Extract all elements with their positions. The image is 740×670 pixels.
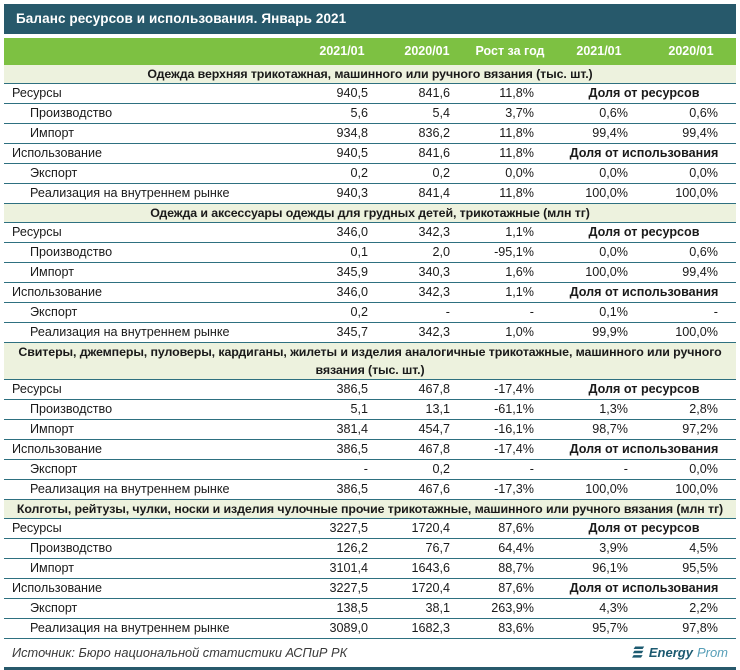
column-header-row: [4, 38, 736, 65]
value-cell: -: [363, 462, 368, 476]
row-label: Реализация на внутреннем рынке: [30, 186, 230, 200]
share-header-cell: Доля от использования: [569, 146, 719, 160]
column-header-2021-current: 2021/01: [319, 44, 365, 58]
share-cell: 99,9%: [592, 325, 628, 339]
row-label: Реализация на внутреннем рынке: [30, 621, 230, 635]
table-row: [4, 579, 736, 599]
value-cell: -61,1%: [494, 402, 534, 416]
share-cell: 99,4%: [682, 126, 718, 140]
share-cell: 98,7%: [592, 422, 628, 436]
value-cell: 386,5: [336, 382, 368, 396]
row-label: Ресурсы: [12, 225, 62, 239]
row-label: Реализация на внутреннем рынке: [30, 482, 230, 496]
share-cell: 100,0%: [585, 482, 628, 496]
balance-table-body: [4, 65, 736, 639]
share-header-cell: Доля от ресурсов: [588, 86, 700, 100]
share-cell: 100,0%: [675, 186, 718, 200]
share-cell: 0,6%: [599, 106, 628, 120]
table-row: [4, 223, 736, 243]
row-label: Использование: [12, 442, 102, 456]
value-cell: 454,7: [418, 422, 450, 436]
value-cell: 0,2: [350, 305, 368, 319]
value-cell: 1,0%: [505, 325, 534, 339]
table-row: [4, 104, 736, 124]
table-row: [4, 124, 736, 144]
value-cell: 0,1: [350, 245, 368, 259]
footer: [4, 639, 736, 666]
row-label: Производство: [30, 106, 113, 120]
stacked-bars-icon: [631, 646, 645, 659]
value-cell: 87,6%: [498, 581, 534, 595]
table-row: [4, 619, 736, 639]
table-row: [4, 164, 736, 184]
table-row: [4, 243, 736, 263]
value-cell: 841,4: [418, 186, 450, 200]
value-cell: 0,0%: [505, 166, 534, 180]
value-cell: 1720,4: [411, 521, 450, 535]
share-cell: 99,4%: [592, 126, 628, 140]
logo-text-prom: Prom: [696, 645, 728, 660]
table-row: [4, 599, 736, 619]
row-label: Экспорт: [30, 166, 78, 180]
value-cell: -17,4%: [494, 382, 534, 396]
section-title: Одежда и аксессуары одежды для грудных детей, трикотажные (млн тг): [4, 204, 736, 223]
share-cell: 100,0%: [585, 186, 628, 200]
share-cell: 95,5%: [682, 561, 718, 575]
row-label: Импорт: [30, 561, 75, 575]
row-label: Импорт: [30, 265, 75, 279]
share-cell: 0,0%: [689, 462, 718, 476]
share-cell: 0,6%: [689, 106, 718, 120]
value-cell: 1682,3: [411, 621, 450, 635]
row-label: Использование: [12, 285, 102, 299]
column-header-spacer: [4, 38, 298, 65]
value-cell: 1,1%: [505, 225, 534, 239]
value-cell: 3227,5: [329, 581, 368, 595]
value-cell: 1643,6: [411, 561, 450, 575]
section-title: Свитеры, джемперы, пуловеры, кардиганы, жилеты и изделия аналогичные трикотажные, машинного или ручного вязания (тыс. шт.): [4, 343, 736, 380]
row-label: Экспорт: [30, 601, 78, 615]
share-cell: 3,9%: [599, 541, 628, 555]
table-row: [4, 460, 736, 480]
value-cell: 3,7%: [505, 106, 534, 120]
share-cell: 4,5%: [689, 541, 718, 555]
section-title: Одежда верхняя трикотажная, машинного или ручного вязания (тыс. шт.): [4, 65, 736, 84]
table-row: [4, 380, 736, 400]
column-header-growth: Рост за год: [475, 44, 545, 58]
share-header-cell: Доля от ресурсов: [588, 382, 700, 396]
value-cell: 841,6: [418, 86, 450, 100]
value-cell: -16,1%: [494, 422, 534, 436]
value-cell: 340,3: [418, 265, 450, 279]
section-title: Колготы, рейтузы, чулки, носки и изделия чулочные прочие трикотажные, машинного или ручного вязания (млн тг): [4, 500, 736, 519]
value-cell: 836,2: [418, 126, 450, 140]
value-cell: -17,3%: [494, 482, 534, 496]
value-cell: 11,8%: [499, 186, 534, 200]
value-cell: 13,1: [425, 402, 450, 416]
value-cell: 5,6: [350, 106, 368, 120]
share-cell: 96,1%: [592, 561, 628, 575]
value-cell: 0,2: [350, 166, 368, 180]
value-cell: 76,7: [425, 541, 450, 555]
value-cell: 345,7: [336, 325, 368, 339]
value-cell: 346,0: [336, 285, 368, 299]
share-cell: 0,1%: [599, 305, 628, 319]
value-cell: 83,6%: [498, 621, 534, 635]
value-cell: 1720,4: [411, 581, 450, 595]
column-header-2020-current: 2020/01: [404, 44, 450, 58]
value-cell: 940,5: [336, 146, 368, 160]
share-cell: 1,3%: [599, 402, 628, 416]
value-cell: 263,9%: [491, 601, 534, 615]
table-row: [4, 440, 736, 460]
value-cell: -: [445, 305, 450, 319]
share-header-cell: Доля от ресурсов: [588, 225, 700, 239]
share-cell: 2,2%: [689, 601, 718, 615]
value-cell: -: [529, 305, 534, 319]
value-cell: -: [529, 462, 534, 476]
table-row: [4, 84, 736, 104]
row-label: Экспорт: [30, 305, 78, 319]
share-cell: 0,0%: [599, 166, 628, 180]
value-cell: 346,0: [336, 225, 368, 239]
table-row: [4, 400, 736, 420]
value-cell: 342,3: [418, 285, 450, 299]
value-cell: 342,3: [418, 225, 450, 239]
table-row: [4, 144, 736, 164]
value-cell: 467,8: [418, 442, 450, 456]
share-header-cell: Доля от использования: [569, 581, 719, 595]
table-row: [4, 539, 736, 559]
share-cell: 95,7%: [592, 621, 628, 635]
value-cell: 381,4: [336, 422, 368, 436]
table-row: [4, 303, 736, 323]
column-header-2021-share: 2021/01: [576, 44, 622, 58]
share-header-cell: Доля от использования: [569, 442, 719, 456]
logo-text-energy: Energy: [648, 645, 693, 660]
value-cell: 138,5: [336, 601, 368, 615]
value-cell: 386,5: [336, 442, 368, 456]
share-cell: -: [713, 305, 718, 319]
page-title: Баланс ресурсов и использования. Январь 2021: [16, 11, 347, 26]
share-cell: 100,0%: [675, 325, 718, 339]
column-header-2020-share: 2020/01: [668, 44, 714, 58]
share-cell: 0,0%: [599, 245, 628, 259]
value-cell: 11,8%: [499, 86, 534, 100]
value-cell: 11,8%: [499, 126, 534, 140]
share-cell: 0,0%: [689, 166, 718, 180]
row-label: Экспорт: [30, 462, 78, 476]
value-cell: 940,5: [336, 86, 368, 100]
value-cell: 1,6%: [505, 265, 534, 279]
value-cell: 940,3: [336, 186, 368, 200]
value-cell: 5,4: [432, 106, 450, 120]
value-cell: 126,2: [336, 541, 368, 555]
table-row: [4, 263, 736, 283]
table-row: [4, 420, 736, 440]
share-cell: 99,4%: [682, 265, 718, 279]
row-label: Ресурсы: [12, 86, 62, 100]
share-cell: 97,2%: [682, 422, 718, 436]
value-cell: 0,2: [432, 462, 450, 476]
share-cell: 0,6%: [689, 245, 718, 259]
share-header-cell: Доля от ресурсов: [588, 521, 700, 535]
table-row: [4, 519, 736, 539]
row-label: Импорт: [30, 422, 75, 436]
share-cell: 4,3%: [599, 601, 628, 615]
table-row: [4, 184, 736, 204]
value-cell: 11,8%: [499, 146, 534, 160]
share-cell: 100,0%: [675, 482, 718, 496]
row-label: Импорт: [30, 126, 75, 140]
table-row: [4, 323, 736, 343]
value-cell: 345,9: [336, 265, 368, 279]
value-cell: 934,8: [336, 126, 368, 140]
value-cell: 0,2: [432, 166, 450, 180]
row-label: Ресурсы: [12, 521, 62, 535]
energyprom-logo: [631, 645, 728, 660]
table-row: [4, 559, 736, 579]
row-label: Производство: [30, 245, 113, 259]
value-cell: 2,0: [432, 245, 450, 259]
value-cell: 386,5: [336, 482, 368, 496]
value-cell: -95,1%: [494, 245, 534, 259]
value-cell: 467,8: [418, 382, 450, 396]
value-cell: -17,4%: [494, 442, 534, 456]
value-cell: 3089,0: [329, 621, 368, 635]
row-label: Реализация на внутреннем рынке: [30, 325, 230, 339]
table-row: [4, 480, 736, 500]
row-label: Производство: [30, 541, 113, 555]
value-cell: 87,6%: [498, 521, 534, 535]
value-cell: 5,1: [350, 402, 368, 416]
value-cell: 467,6: [418, 482, 450, 496]
value-cell: 1,1%: [505, 285, 534, 299]
row-label: Использование: [12, 581, 102, 595]
value-cell: 342,3: [418, 325, 450, 339]
table-row: [4, 283, 736, 303]
source-note: Источник: Бюро национальной статистики АСПиР РК: [12, 645, 348, 660]
value-cell: 64,4%: [498, 541, 534, 555]
share-cell: 2,8%: [689, 402, 718, 416]
title-bar: [4, 4, 736, 34]
row-label: Использование: [12, 146, 102, 160]
value-cell: 3227,5: [329, 521, 368, 535]
value-cell: 3101,4: [329, 561, 368, 575]
value-cell: 841,6: [418, 146, 450, 160]
share-cell: -: [623, 462, 628, 476]
share-cell: 97,8%: [682, 621, 718, 635]
row-label: Производство: [30, 402, 113, 416]
value-cell: 38,1: [425, 601, 450, 615]
value-cell: 88,7%: [498, 561, 534, 575]
share-header-cell: Доля от использования: [569, 285, 719, 299]
row-label: Ресурсы: [12, 382, 62, 396]
share-cell: 100,0%: [585, 265, 628, 279]
